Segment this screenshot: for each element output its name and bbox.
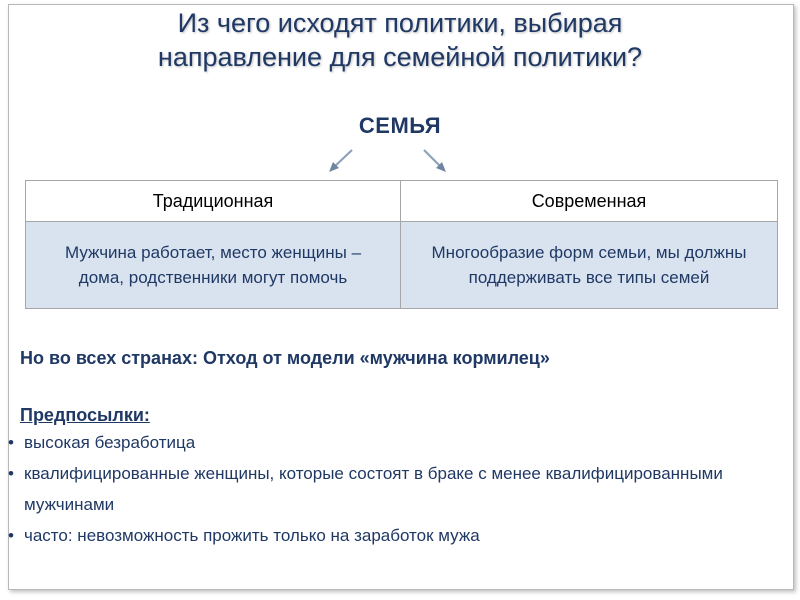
list-item bbox=[8, 520, 778, 551]
cell-modern: Многообразие форм семьи, мы должны поддерживать все типы семей bbox=[401, 222, 778, 309]
cell-traditional: Мужчина работает, место женщины – дома, родственники могут помочь bbox=[26, 222, 401, 309]
prerequisites-list bbox=[8, 427, 778, 551]
list-item-text: квалифицированные женщины, которые состоят в браке с менее квалифицированными мужчинами bbox=[24, 464, 723, 514]
header-traditional: Традиционная bbox=[26, 181, 401, 222]
prerequisites-title: Предпосылки: bbox=[20, 405, 150, 425]
family-label: СЕМЬЯ bbox=[358, 113, 442, 138]
header-modern: Современная bbox=[401, 181, 778, 222]
bullet-icon: • bbox=[8, 526, 14, 545]
main-statement: Но во всех странах: Отход от модели «мужчина кормилец» bbox=[20, 348, 550, 368]
list-item-text: часто: невозможность прожить только на заработок мужа bbox=[24, 526, 480, 545]
table-header-row bbox=[26, 181, 778, 222]
slide-title-line-2: направление для семейной политики? bbox=[157, 42, 643, 72]
bullet-icon: • bbox=[8, 464, 14, 483]
table-row bbox=[26, 222, 778, 309]
list-item bbox=[8, 458, 778, 520]
slide-title-line-1: Из чего исходят политики, выбирая bbox=[177, 8, 623, 38]
bullet-icon: • bbox=[8, 433, 14, 452]
list-item-text: высокая безработица bbox=[24, 433, 196, 452]
family-types-table bbox=[25, 180, 778, 309]
list-item bbox=[8, 427, 778, 458]
slide-title bbox=[0, 6, 800, 74]
